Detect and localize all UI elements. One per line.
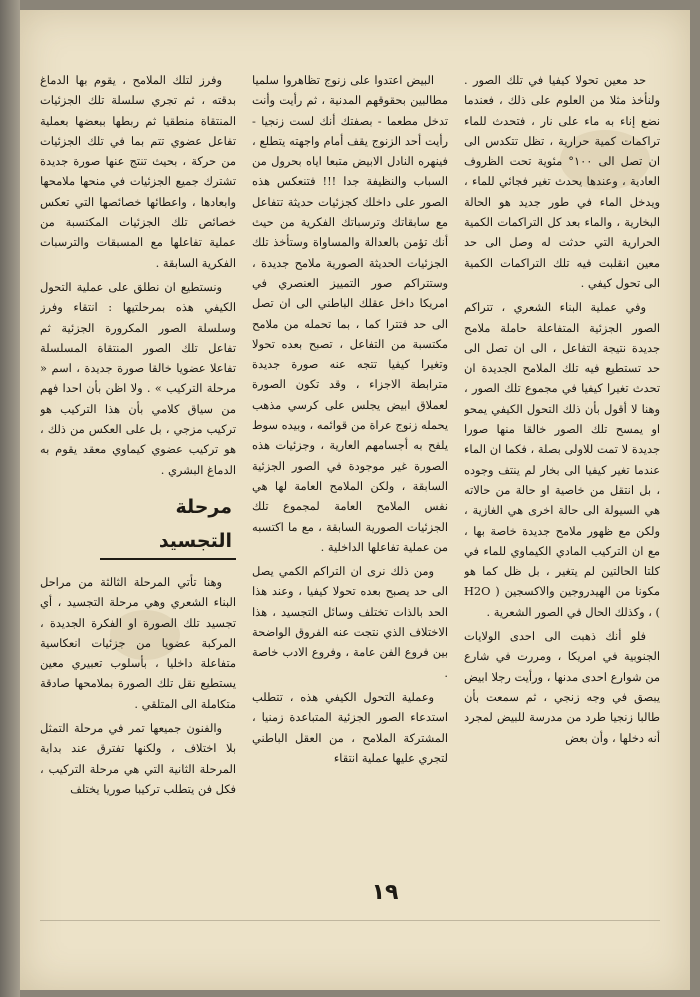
paragraph: وعملية التحول الكيفي هذه ، تتطلب استدعاء الصور الجزئية المتباعدة زمنيا ، المشتركة الملامح ، من العقل الباطني لتجري عليها عملية انتقاء <box>252 689 448 765</box>
book-binding-edge <box>0 0 20 997</box>
section-heading: مرحلة التجسيد <box>100 490 236 560</box>
column-right <box>464 70 660 880</box>
column-left <box>40 70 236 880</box>
paragraph: وفرز لتلك الملامح ، يقوم بها الدماغ بدقته ، ثم تجري سلسلة تلك الجزئيات المنتقاة منطقيا ثم ربطها ببعضها بعملية تفاعل عضوي تتم بما في تلك الجزئيات من حركة ، بحيث تنتج عنها صورة جديدة تشترك جميع الجزئيات في منحها ملامحها وابعادها ، واعطائها خصائصها التي تعكس خصائص تلك الجزئيات المكتسبة من عملية تفاعلها مع المسبقات والترسبات الفكرية السابقة . <box>40 73 236 270</box>
paragraph: والفنون جميعها تمر في مرحلة التمثل بلا اختلاف ، ولكنها تفترق عند بداية المرحلة الثانية التي هي مرحلة التركيب ، فكل فن يتطلب تركيبا صوريا يختلف <box>40 721 236 796</box>
paragraph: وفي عملية البناء الشعري ، تتراكم الصور الجزئية المتفاعلة حاملة ملامح جديدة نتيجة التفاعل ، الى ان تصل الى حد تستطيع فيه تلك الملامح الجديدة ان تحدث تغيرا كيفيا في مجموع تلك الصور ، وهنا لا أقول بأن ذلك التحول الكيفي يمحو او يمسح تلك الصور خالقا منها صورا جديدة لا تمت للاولى بصلة ، فكما ان الماء عندما تغير كيفيا الى بخار لم ينتف وجوده ، بل انتقل من خاصية او حالة من حالاته هي السيولة الى حالة اخرى هي الغازية ، ولكن مع ظهور ملامح جديدة خاصة بها ، مع ان التركيب المادي الكيماوي للماء في كلتا الحالتين لم يتغير ، بل ظل كما هو مكونا من الهيدروجين والاكسجين ( H2O ) ، وكذلك الحال في الصور الشعرية . <box>464 300 660 619</box>
paragraph: حد معين تحولا كيفيا في تلك الصور . ولنأخذ مثلا من العلوم على ذلك ، فعندما نضع إناء به ماء على نار ، فتحدث للماء تراكمات كمية حرارية ، تظل تتكدس الى ان تصل الى ١٠٠° مئوية تحت الظروف العادية ، وعندها يحدث تغير فجائي للماء ، ويدخل الماء في طور جديد هو الحالة البخارية ، والماء بعد كل التراكمات الكمية الحرارية التي حدثت له وصل الى حد معين انقلبت فيه تلك التراكمات الكمية الى تحول كيفي . <box>464 73 660 290</box>
text-columns <box>40 70 660 880</box>
page-number: ١٩ <box>371 880 399 905</box>
column-middle <box>252 70 448 880</box>
bottom-rule <box>40 920 660 921</box>
paragraph: ومن ذلك نرى ان التراكم الكمي يصل الى حد يصبح بعده تحولا كيفيا ، وعند هذا الحد بالذات تختلف وسائل التجسيد ، هذا الاختلاف الذي نتجت عنه الفروق الواضحة بين فروع الفن عامة ، وفروع الادب خاصة . <box>252 564 448 680</box>
paragraph: ونستطيع ان نطلق على عملية التحول الكيفي هذه بمرحلتيها : انتقاء وفرز وسلسلة الصور المكرورة الجزئية ثم تفاعل تلك الصور المنتقاة المسلسلة تفاعلا عضويا خالقا صورة جديدة ، اسم « مرحلة التركيب » . ولا اظن بأن احدا فهم من سياق كلامي بأن هذا التركيب هو تركيب مزجي ، بل على العكس من ذلك ، هو تركيب عضوي كيماوي معقد يقوم به الدماغ البشري . <box>40 279 236 477</box>
paragraph: البيض اعتدوا على زنوج تظاهروا سلميا مطالبين بحقوقهم المدنية ، ثم رأيت وأنت تدخل مطعما - بصفتك أنك لست زنجيا - رأيت أحد الزنوج يقف أمام واجهته يتطلع ، فينهره النادل الابيض متبعا اياه بحرول من السباب والنظيفة جدا !!! فتنعكس هذه الصور على داخلك كجزئيات حديثة تتفاعل مع سابقاتك وترسباتك الفكرية من حيث أنك تؤمن بالعدالة والمساواة وستأخذ تلك الجزئيات الحديثة الصورية ملامح جديدة ، وستتراكم صور التمييز العنصري في امريكا داخل عقلك الباطني الى ان تصل الى حد فتترا كما ، بما تحمله من ملامح مكتسبة من التفاعل ، تصبح بعده تحولا وتغيرا كيفيا تتجه عنه صورة جديدة مترابطة الاجزاء ، وقد تكون الصورة لعملاق ابيض يجلس على كرسي مذهب يحمله زنوج عراة من قوائمه ، وبيده سوط يلفح به أجسامهم العارية ، وجزئيات هذه الصورة غير موجودة في الصور الجزئية السابقة ، ولكن الملامح العامة لها هي نفس الملامح العامة لمجموع تلك الجزئيات الصورية السابقة ، مع ما اكتسبه من عملية تفاعلها الداخلية . <box>252 73 448 554</box>
paragraph: فلو أنك ذهبت الى احدى الولايات الجنوبية في امريكا ، ومررت في شارع من شوارع احدى مدنها ، ورأيت رجلا ابيض يبصق في وجه زنجي ، ثم سمعت بأن طالبا زنجيا طرد من مدرسة للبيض لمجرد أنه دخلها ، وأن بعض <box>464 629 660 745</box>
paragraph: وهنا تأتي المرحلة الثالثة من مراحل البناء الشعري وهي مرحلة التجسيد ، أي تجسيد تلك الصورة او الفكرة الجديدة ، المركبة عضويا من جزئيات انعكاسية متفاعلة داخليا ، بأسلوب تعبيري معين يستطيع نقل تلك الصورة بملامحها صادقة متكاملة الى المتلقي . <box>40 574 236 711</box>
